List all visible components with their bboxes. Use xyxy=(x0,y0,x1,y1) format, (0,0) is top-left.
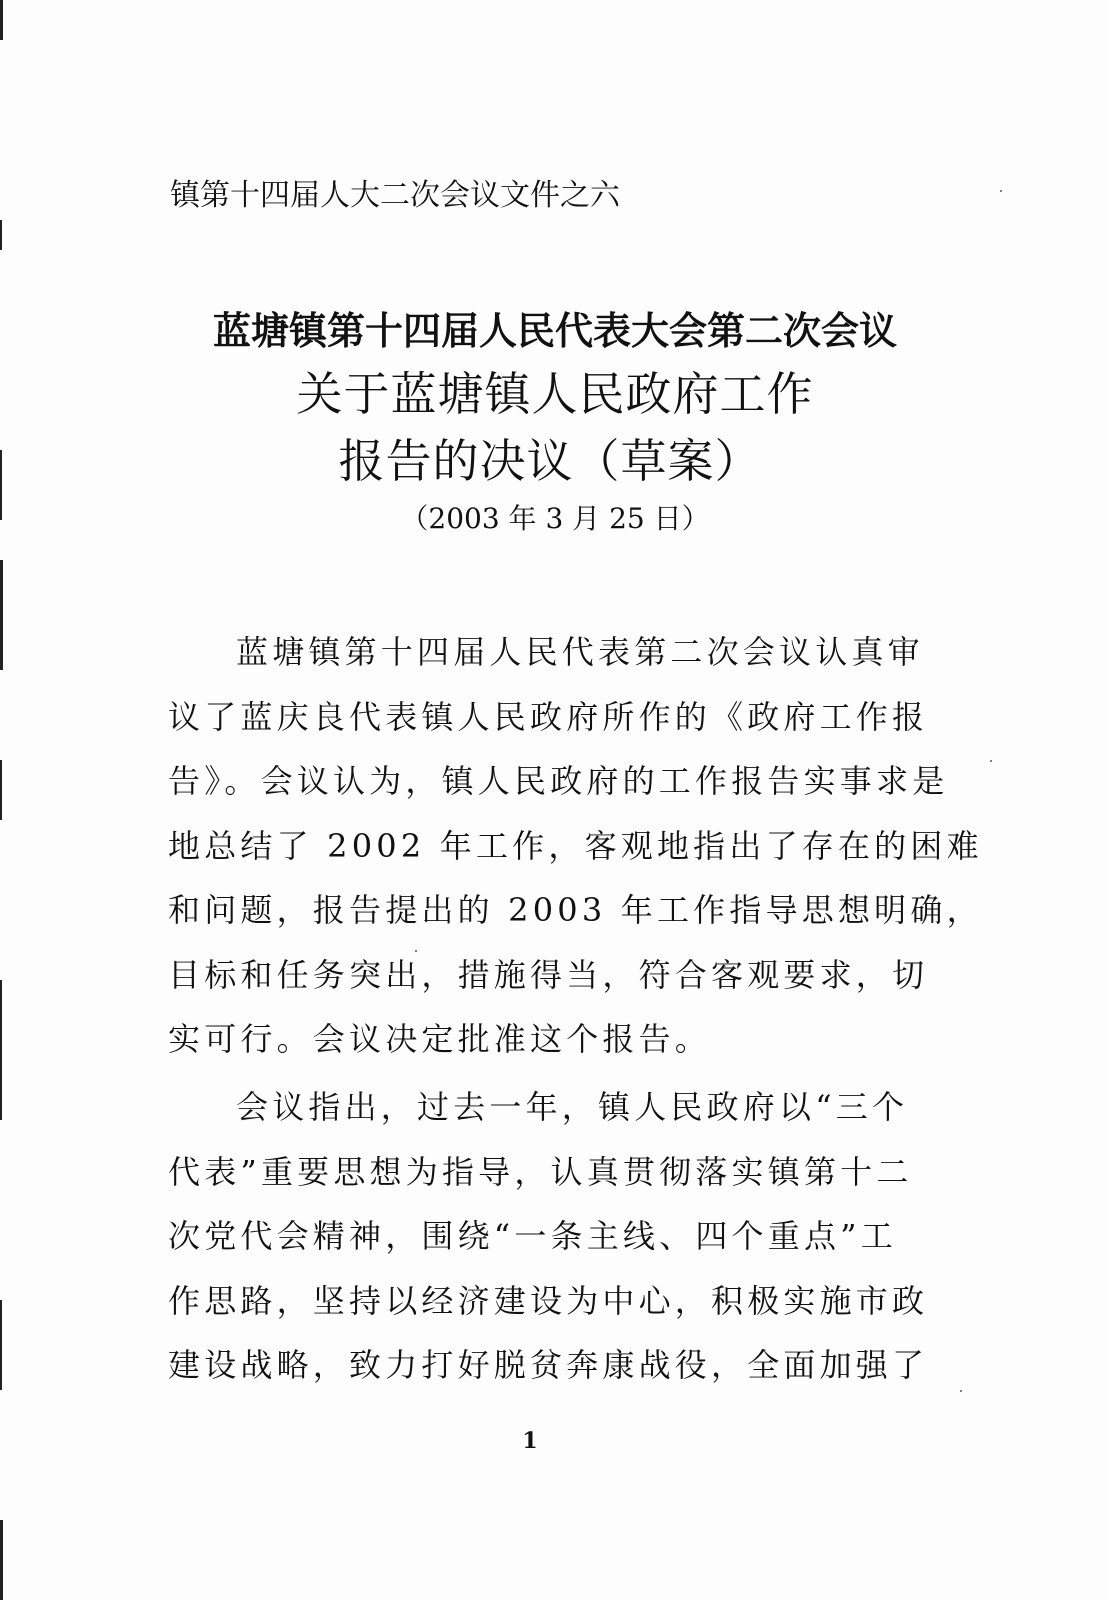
scan-edge-mark xyxy=(0,0,3,40)
paragraph-2 xyxy=(168,1075,929,1398)
document-number: 镇第十四届人大二次会议文件之六 xyxy=(170,178,620,213)
paragraph-line: 地总结了 2002 年工作，客观地指出了存在的困难 xyxy=(168,826,983,865)
paragraph-line: 蓝塘镇第十四届人民代表第二次会议认真审 xyxy=(236,633,924,671)
scan-edge-mark xyxy=(0,980,2,1120)
paragraph-line: 目标和任务突出，措施得当，符合客观要求，切 xyxy=(168,955,929,994)
document-date: （2003 年 3 月 25 日） xyxy=(400,502,710,535)
scan-edge-mark xyxy=(0,760,2,820)
paragraph-line: 告》。会议认为，镇人民政府的工作报告实事求是 xyxy=(168,762,949,800)
scan-edge-mark xyxy=(0,1300,2,1390)
paragraph-line: 实可行。会议决定批准这个报告。 xyxy=(168,1020,712,1058)
scan-speck xyxy=(960,1390,962,1392)
scan-speck xyxy=(990,760,992,762)
scan-edge-mark xyxy=(0,560,3,670)
paragraph-line: 和问题，报告提出的 2003 年工作指导思想明确， xyxy=(168,891,983,929)
scan-edge-mark xyxy=(0,1520,3,1600)
paragraph-1 xyxy=(168,620,983,1072)
page-number: 1 xyxy=(522,1428,538,1454)
paragraph-line: 会议指出，过去一年，镇人民政府以“三个 xyxy=(236,1088,909,1126)
paragraph-line: 建设战略，致力打好脱贫奔康战役，全面加强了 xyxy=(168,1346,929,1384)
scan-edge-mark xyxy=(0,220,2,250)
scan-speck xyxy=(1000,190,1002,192)
title-line-2: 关于蓝塘镇人民政府工作 xyxy=(296,367,814,421)
title-line-1: 蓝塘镇第十四届人民代表大会第二次会议 xyxy=(212,308,897,353)
title-line-3: 报告的决议（草案） xyxy=(338,434,762,488)
paragraph-line: 作思路，坚持以经济建设为中心，积极实施市政 xyxy=(168,1281,929,1320)
paragraph-line: 次党代会精神，围绕“一条主线、四个重点”工 xyxy=(168,1217,897,1255)
paragraph-line: 议了蓝庆良代表镇人民政府所作的《政府工作报 xyxy=(168,697,929,736)
paragraph-line: 代表”重要思想为指导，认真贯彻落实镇第十二 xyxy=(168,1152,913,1191)
